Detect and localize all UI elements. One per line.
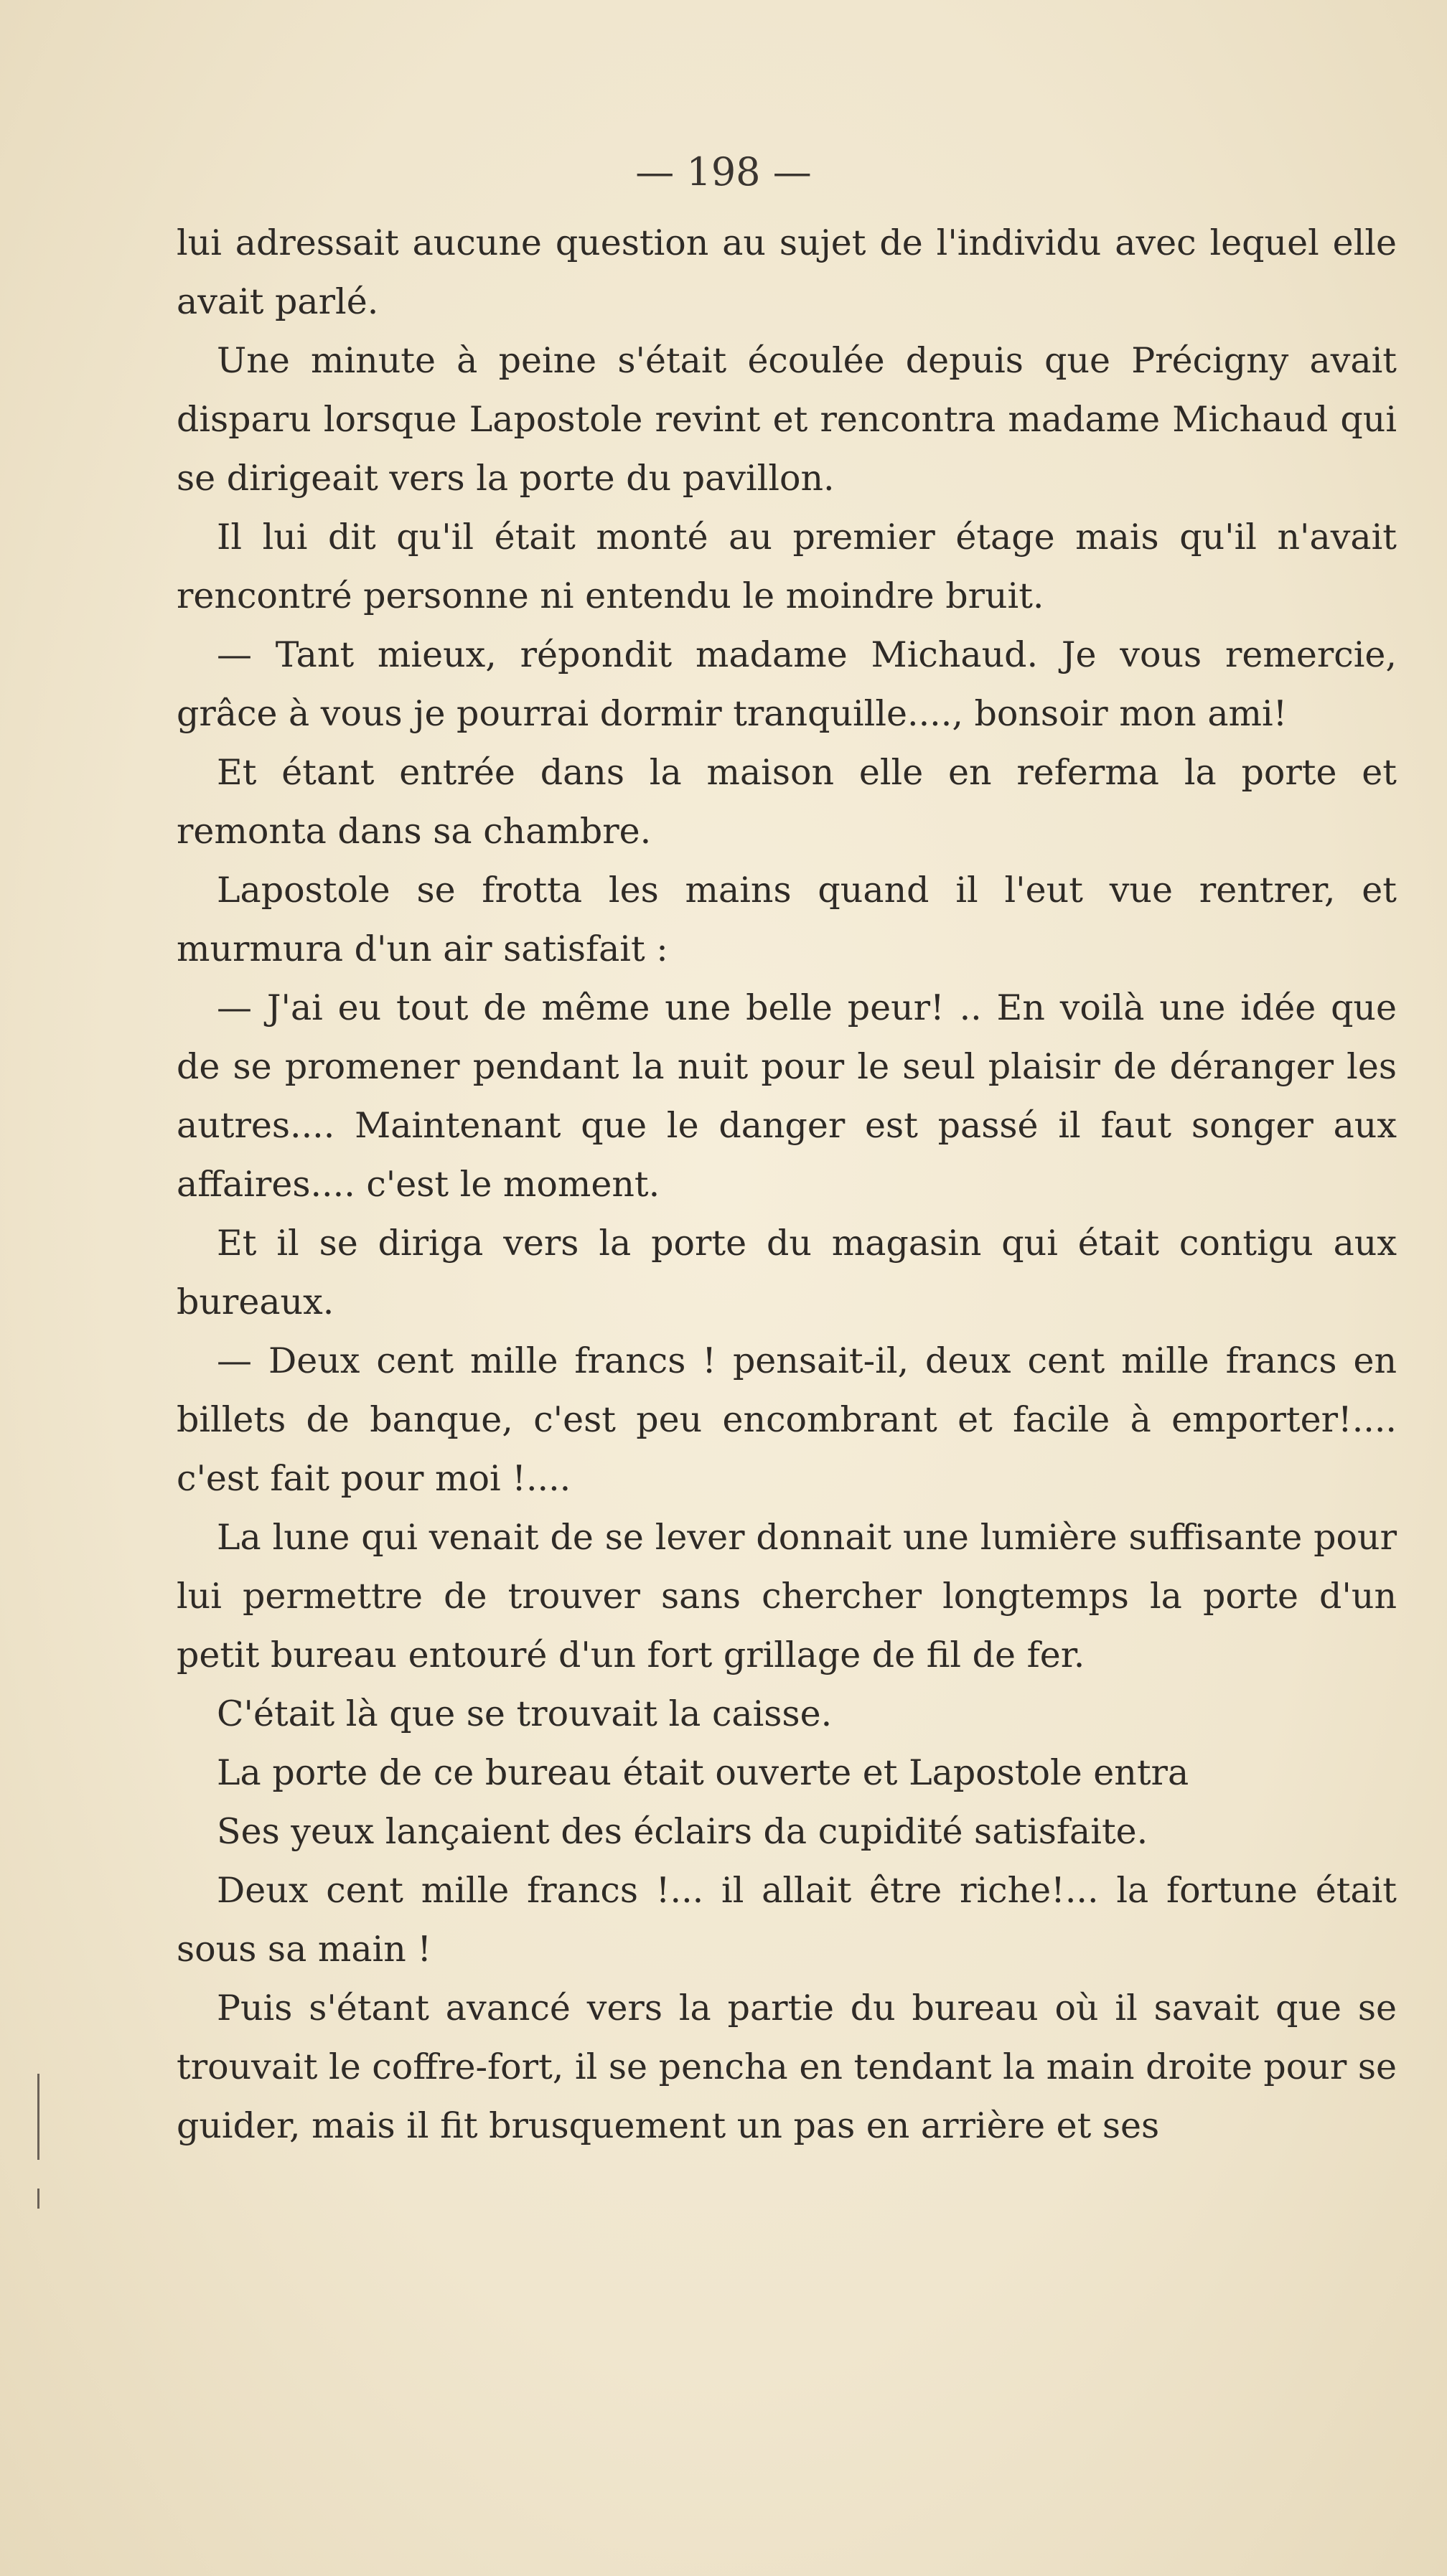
body-text [177,214,1397,2156]
paragraph: La lune qui venait de se lever donnait une lumière suffisante pour lui permettre de trouver sans chercher longtemps la porte d'un petit bureau entouré d'un fort grillage de fil de fer. [177,1517,1397,1675]
page-number: — 198 — [635,149,812,194]
paragraph: Lapostole se frotta les mains quand il l'eut vue rentrer, et murmura d'un air satisfait : [177,870,1397,969]
paragraph: lui adressait aucune question au sujet de l'individu avec lequel elle avait parlé. [177,222,1397,322]
margin-rule [37,2074,39,2160]
paragraph: La porte de ce bureau était ouverte et Lapostole entra [217,1752,1189,1793]
paragraph: — Deux cent mille francs ! pensait-il, deux cent mille francs en billets de banque, c'est peu encombrant et facile à emporter!.... c'est fait pour moi !.... [177,1340,1397,1499]
paragraph: Et il se diriga vers la porte du magasin qui était contigu aux bureaux. [177,1223,1397,1322]
paragraph: Une minute à peine s'était écoulée depuis que Précigny avait disparu lorsque Lapostole revint et rencontra madame Michaud qui se dirigeait vers la porte du pavillon. [177,340,1397,499]
paragraph: Ses yeux lançaient des éclairs da cupidité satisfaite. [217,1811,1148,1852]
paragraph: C'était là que se trouvait la caisse. [217,1693,833,1734]
paragraph: Et étant entrée dans la maison elle en referma la porte et remonta dans sa chambre. [177,752,1397,852]
paragraph: — J'ai eu tout de même une belle peur! .. En voilà une idée que de se promener pendant la nuit pour le seul plaisir de déranger les autres.... Maintenant que le danger est passé il faut songer aux affaires.... c'est le moment. [177,987,1397,1205]
paragraph: Deux cent mille francs !... il allait être riche!... la fortune était sous sa main ! [177,1870,1397,1970]
paragraph: Il lui dit qu'il était monté au premier étage mais qu'il n'avait rencontré personne ni entendu le moindre bruit. [177,517,1397,616]
paragraph: — Tant mieux, répondit madame Michaud. Je vous remercie, grâce à vous je pourrai dormir tranquille...., bonsoir mon ami! [177,634,1397,734]
paragraph: Puis s'étant avancé vers la partie du bureau où il savait que se trouvait le coffre-fort, il se pencha en tendant la main droite pour se guider, mais il fit brusquement un pas en arrière et ses [177,1988,1397,2146]
margin-rule [37,2189,39,2209]
